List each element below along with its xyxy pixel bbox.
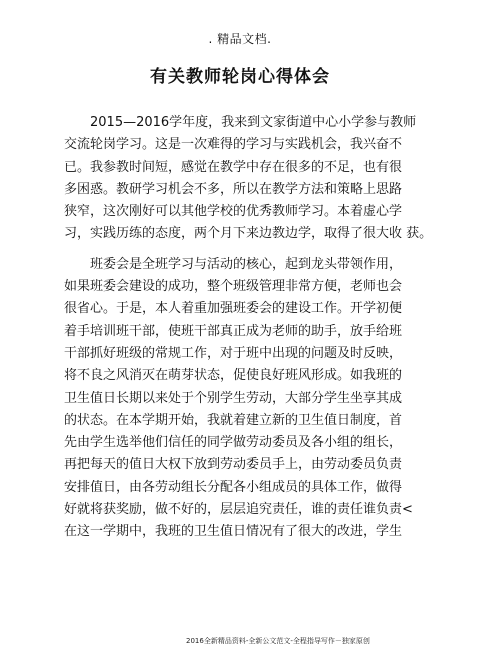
text-line: 狭窄，这次刚好可以其他学校的优秀教师学习。本着虚心学 xyxy=(64,204,403,220)
text-line: 多困惑。教研学习机会不多，所以在教学方法和策略上思路 xyxy=(64,181,403,197)
text-line: 已。我参教时间短，感觉在教学中存在很多的不足，也有很 xyxy=(64,159,403,175)
page-footer: 2016全新精品资料-全新公文范文-全程指导写作－独家原创 xyxy=(186,637,370,645)
text-line: 如果班委会建设的成功，整个班级管理非常方便，老师也会 xyxy=(64,279,403,295)
text-line: 再把每天的值日大权下放到劳动委员手上，由劳动委员负责 xyxy=(64,457,403,473)
text-line: 交流轮岗学习。这是一次难得的学习与实践机会，我兴奋不 xyxy=(64,137,403,153)
document-body xyxy=(64,112,433,544)
text-line: 卫生值日长期以来处于个别学生劳动，大部分学生坐享其成 xyxy=(64,390,403,406)
text-line: 在这一学期中，我班的卫生值日情况有了很大的改进，学生 xyxy=(64,524,403,540)
text-line: 着手培训班干部，使班干部真正成为老师的助手，放手给班 xyxy=(64,323,403,339)
text-line: 好就将获奖励，做不好的，层层追究责任，谁的责任谁负责< xyxy=(64,502,413,518)
page-header: . 精品文档. xyxy=(208,32,272,46)
text-line: 习，实践历练的态度，两个月下来边教边学，取得了很大收 获。 xyxy=(64,226,433,242)
text-line: 很省心。于是，本人着重加强班委会的建设工作。开学初便 xyxy=(64,301,403,317)
paragraph-1 xyxy=(64,112,433,246)
paragraph-2 xyxy=(64,254,424,544)
text-line: 班委会是全班学习与活动的核心，起到龙头带领作用， xyxy=(90,256,403,272)
text-line: 先由学生选举他们信任的同学做劳动委员及各小组的组长， xyxy=(64,435,403,451)
text-line: 将不良之风消灭在萌芽状态，促使良好班风形成。如我班的 xyxy=(64,368,403,384)
text-line: 2015—2016学年度，我来到文家街道中心小学参与教师 xyxy=(90,115,417,130)
text-line: 安排值日，由各劳动组长分配各小组成员的具体工作，做得 xyxy=(64,479,403,495)
text-line: 干部抓好班级的常规工作，对于班中出现的问题及时反映， xyxy=(64,345,403,361)
text-line: 的状态。在本学期开始，我就着建立新的卫生值日制度，首 xyxy=(64,412,403,428)
paragraph-gap xyxy=(64,246,424,254)
document-title: 有关教师轮岗心得体会 xyxy=(150,67,330,87)
